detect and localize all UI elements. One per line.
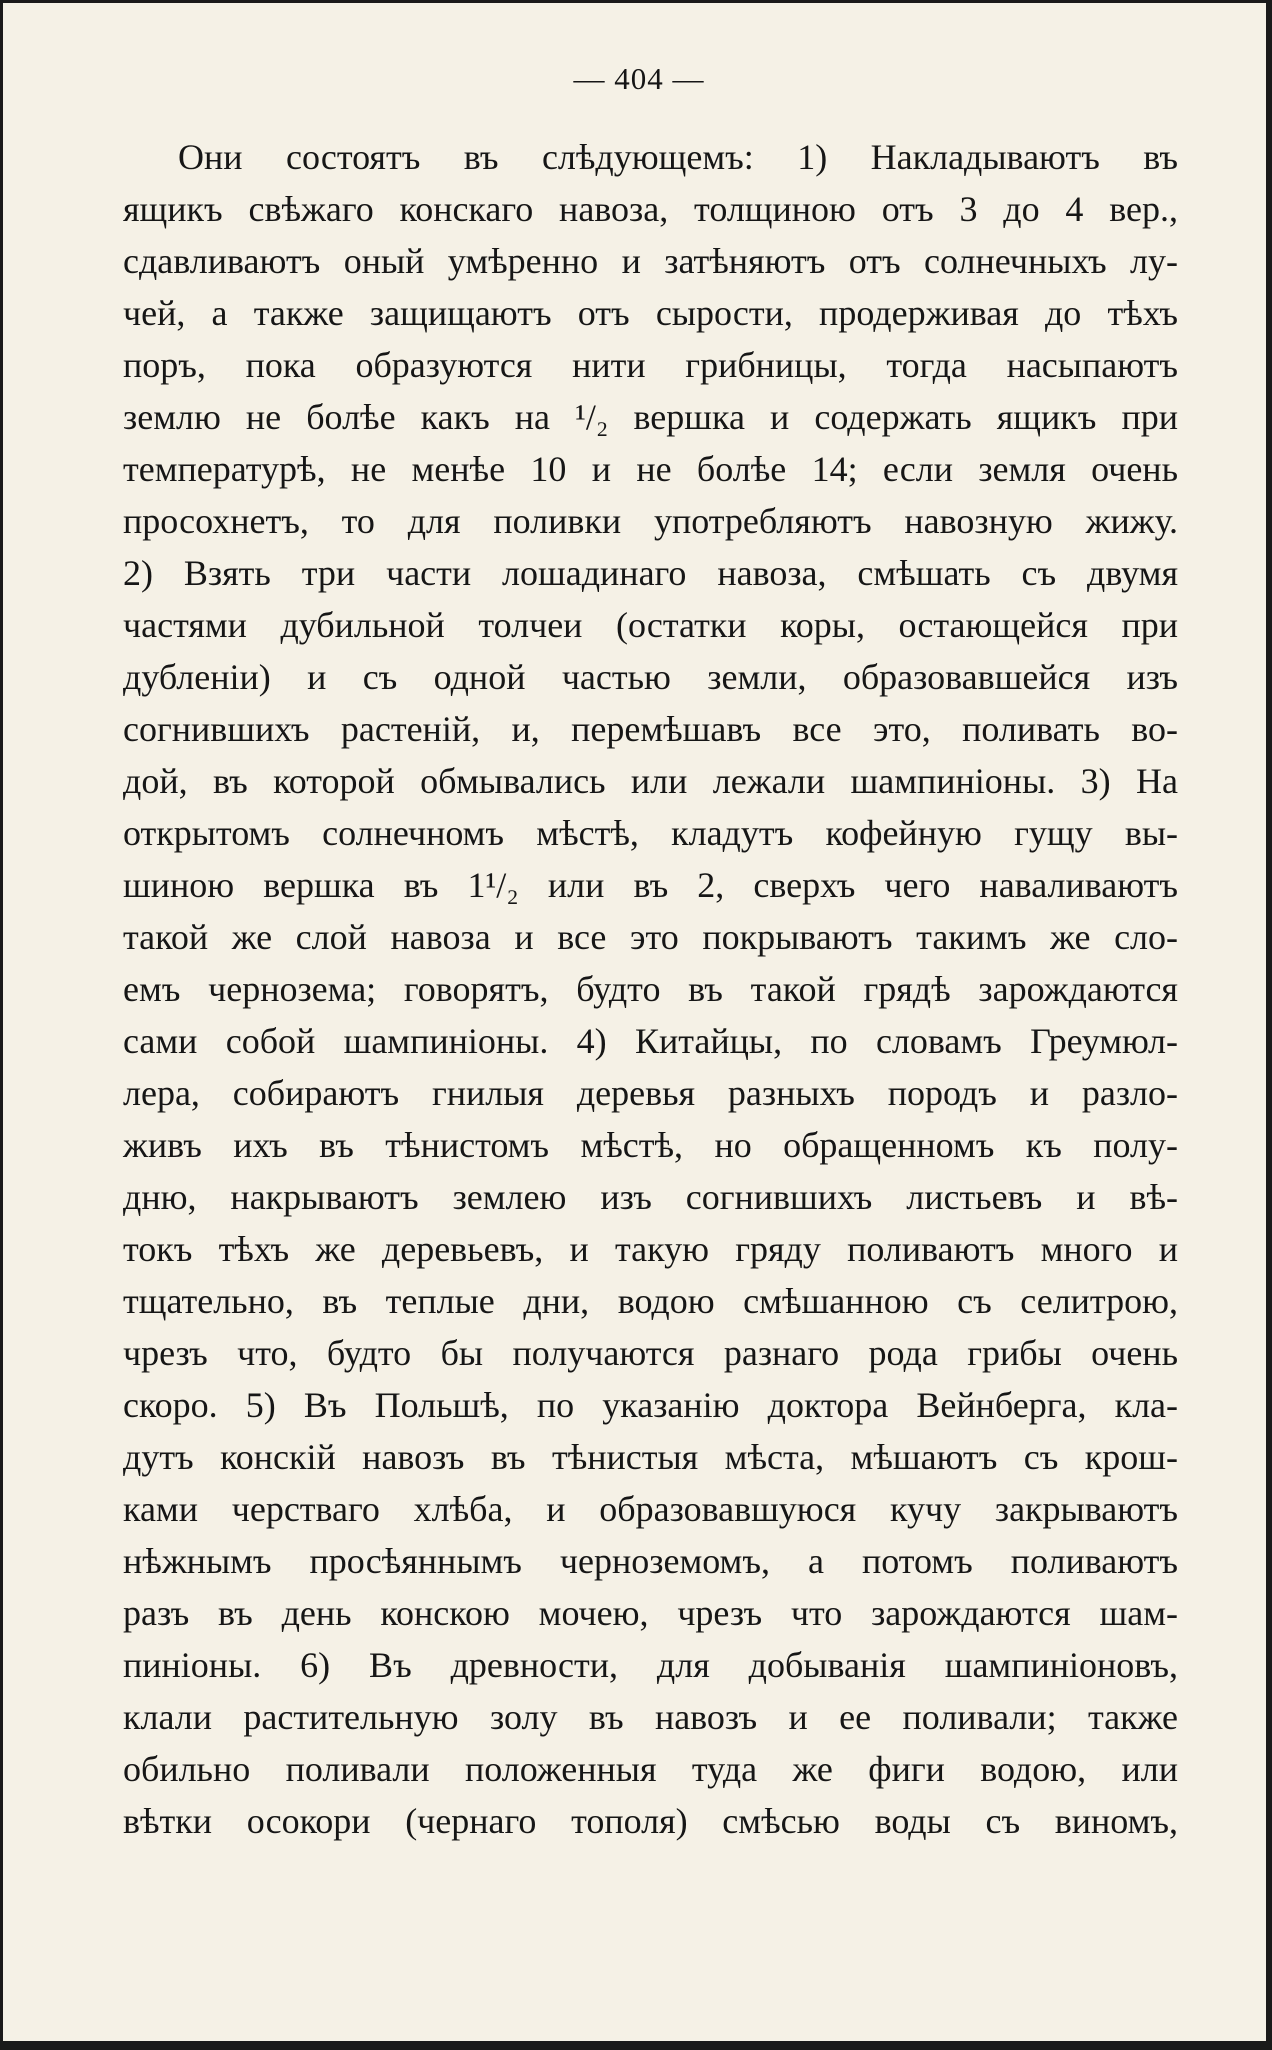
text-line: обильно поливали положенныя туда же фиги водою, или [123, 1749, 1178, 1789]
text-line: температурѣ, не менѣе 10 и не болѣе 14; если земля очень [123, 449, 1178, 489]
text-line: сдавливаютъ оный умѣренно и затѣняютъ отъ солнечныхъ лу- [123, 241, 1178, 281]
page-number: — 404 — [573, 61, 705, 96]
text-line: ящикъ свѣжаго конскаго навоза, толщиною отъ 3 до 4 вер., [123, 189, 1178, 229]
text-line: чрезъ что, будто бы получаются разнаго рода грибы очень [123, 1333, 1178, 1373]
text-line: дутъ конскій навозъ въ тѣнистыя мѣста, мѣшаютъ съ крош- [123, 1437, 1178, 1477]
text-line: дню, накрываютъ землею изъ согнившихъ листьевъ и вѣ- [123, 1177, 1178, 1217]
text-line: чей, а также защищаютъ отъ сырости, продерживая до тѣхъ [123, 293, 1178, 333]
text-line: согнившихъ растеній, и, перемѣшавъ все это, поливать во- [123, 709, 1178, 749]
text-line: тщательно, въ теплые дни, водою смѣшанною съ селитрою, [123, 1281, 1178, 1321]
text-line: клали растительную золу въ навозъ и ее поливали; также [123, 1697, 1178, 1737]
text-line: землю не болѣе какъ на ¹/₂ вершка и содержать ящикъ при [123, 397, 1178, 437]
text-line: токъ тѣхъ же деревьевъ, и такую гряду поливаютъ много и [123, 1229, 1178, 1269]
text-line: вѣтки осокори (чернаго тополя) смѣсью воды съ виномъ, [123, 1801, 1178, 1841]
text-line: емъ чернозема; говорятъ, будто въ такой грядѣ зарождаются [123, 969, 1178, 1009]
text-line: частями дубильной толчеи (остатки коры, остающейся при [123, 605, 1178, 645]
text-line: разъ въ день конскою мочею, чрезъ что зарождаются шам- [123, 1593, 1178, 1633]
text-line: пиніоны. 6) Въ древности, для добыванія шампиніоновъ, [123, 1645, 1178, 1685]
text-line: открытомъ солнечномъ мѣстѣ, кладутъ кофейную гущу вы- [123, 813, 1178, 853]
text-line: дой, въ которой обмывались или лежали шампиніоны. 3) На [123, 761, 1178, 801]
text-line: живъ ихъ въ тѣнистомъ мѣстѣ, но обращенномъ къ полу- [123, 1125, 1178, 1165]
text-line: лера, собираютъ гнилыя деревья разныхъ породъ и разло- [123, 1073, 1178, 1113]
text-line: ками черстваго хлѣба, и образовавшуюся кучу закрываютъ [123, 1489, 1178, 1529]
text-line: просохнетъ, то для поливки употребляютъ навозную жижу. [123, 501, 1178, 541]
text-line: нѣжнымъ просѣяннымъ черноземомъ, а потомъ поливаютъ [123, 1541, 1178, 1581]
text-line: такой же слой навоза и все это покрываютъ такимъ же сло- [123, 917, 1178, 957]
text-line: шиною вершка въ 1¹/₂ или въ 2, сверхъ чего наваливаютъ [123, 865, 1178, 905]
text-line: поръ, пока образуются нити грибницы, тогда насыпаютъ [123, 345, 1178, 385]
text-line: скоро. 5) Въ Польшѣ, по указанію доктора Вейнберга, кла- [123, 1385, 1178, 1425]
text-line: сами собой шампиніоны. 4) Китайцы, по словамъ Греумюл- [123, 1021, 1178, 1061]
text-line: 2) Взять три части лошадинаго навоза, смѣшать съ двумя [123, 553, 1178, 593]
text-line: дубленіи) и съ одной частью земли, образовавшейся изъ [123, 657, 1178, 697]
text-line: Они состоятъ въ слѣдующемъ: 1) Накладываютъ въ [178, 137, 1178, 177]
